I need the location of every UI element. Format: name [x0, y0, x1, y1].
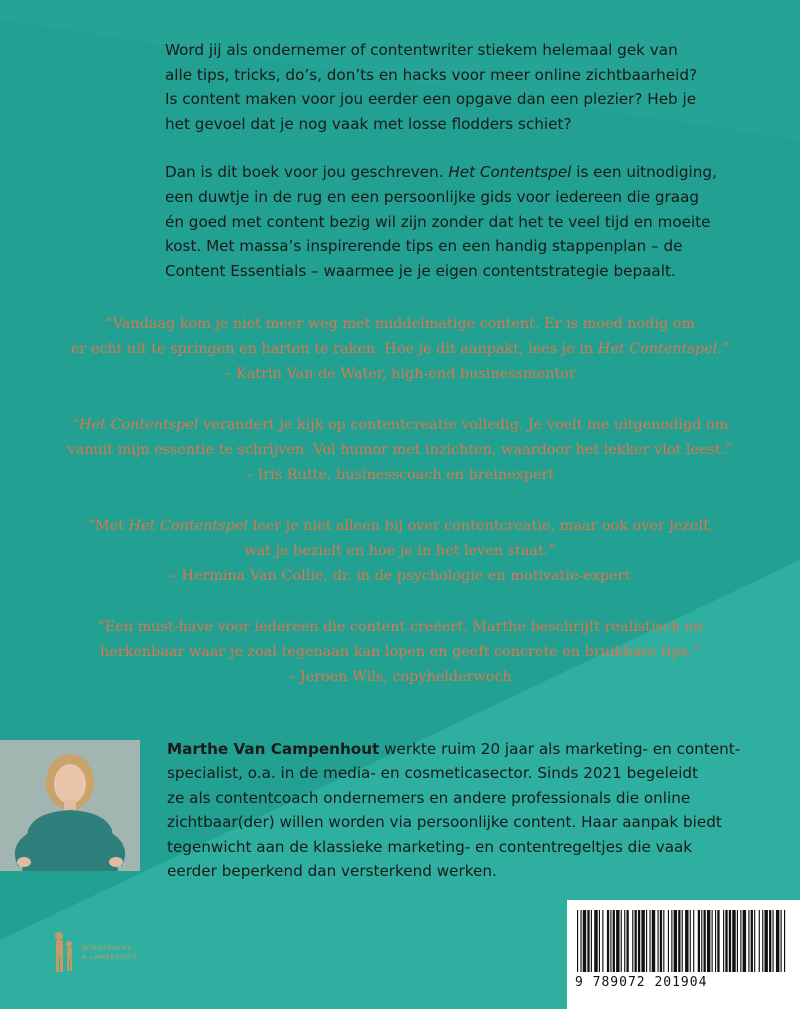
quote-attribution: – Katrin Van de Water, high-end businessmentor — [224, 366, 576, 382]
barcode-bar — [626, 910, 628, 972]
barcode-bar — [577, 910, 578, 972]
endorsements — [40, 312, 760, 690]
author-photo — [0, 740, 140, 871]
barcode-bar — [652, 910, 655, 972]
bio-text-fragment: werkte ruim 20 jaar als marketing- en content- — [379, 740, 741, 758]
intro-line: het gevoel dat je nog vaak met losse flodders schiet? — [165, 114, 572, 133]
barcode-bar — [715, 910, 716, 972]
quote-line: “Vandaag kom je niet meer weg met middelmatige content. Er is moed nodig om — [104, 316, 696, 332]
quote-line: “Met Het Contentspel leer je niet alleen bij over contentcreatie, maar ook over jezelf, — [87, 518, 713, 534]
author-bio — [167, 737, 767, 883]
barcode-bar — [707, 910, 710, 972]
quote-line: er echt uit te springen en harten te raken. Hoe je dit aanpakt, lees je in Het Contentspel.” — [70, 341, 730, 357]
intro-text-fragment: Dan is dit boek voor jou geschreven. — [165, 163, 449, 182]
barcode-bar — [641, 910, 644, 972]
barcode-bar — [685, 910, 688, 972]
barcode-bar — [704, 910, 706, 972]
barcode-bar — [583, 910, 586, 972]
publisher-figure-icon — [50, 930, 76, 976]
barcode-bar — [635, 910, 637, 972]
bio-line: specialist, o.a. in de media- en cosmeticasector. Sinds 2021 begeleidt — [167, 764, 699, 783]
barcode-bar — [649, 910, 650, 972]
quote-line: wat je bezielt en hoe je in het leven staat.” — [244, 543, 556, 559]
intro-paragraph-1 — [165, 38, 765, 136]
barcode-bar — [663, 910, 664, 972]
intro-line: Word jij als ondernemer of contentwriter stiekem helemaal gek van — [165, 41, 678, 59]
barcode-bar — [632, 910, 633, 972]
quote-attribution: – Jeroen Wils, copyhelderwoch — [288, 669, 512, 685]
bio-line: tegenwicht aan de klassieke marketing- en contentregeltjes die vaak — [167, 837, 693, 856]
barcode-bar — [740, 910, 741, 972]
publisher-name: BORGERHOFF & LAMBERIGTS — [82, 944, 137, 961]
intro-line: alle tips, tricks, do’s, don’ts en hacks voor meer online zichtbaarheid? — [165, 65, 698, 84]
barcode-bar — [678, 910, 680, 972]
barcode-bar — [624, 910, 625, 972]
barcode-bar — [698, 910, 700, 972]
quote-line: herkenbaar waar je zoal tegenaan kan lopen en geeft concrete en bruikbare tips.” — [99, 644, 701, 660]
barcode-bar — [594, 910, 597, 972]
quote-attribution: – Iris Rutte, businesscoach en breinexpert — [245, 467, 555, 483]
barcode-bar — [737, 910, 738, 972]
quote-attribution: – Hermina Van Collie, dr. in de psychologie en motivatie-expert — [169, 568, 631, 584]
intro-line: kost. Met massa’s inspirerende tips en een handig stappenplan – de — [165, 237, 683, 256]
barcode-bar — [658, 910, 659, 972]
intro-line: én goed met content bezig wil zijn zonder dat het te veel tijd en moeite — [165, 212, 711, 231]
book-title: Het Contentspel — [597, 341, 718, 357]
barcode-bar — [610, 910, 611, 972]
intro-paragraph-2 — [165, 160, 765, 283]
endorsement-quote — [40, 514, 760, 589]
barcode-bar — [723, 910, 724, 972]
intro-line: een duwtje in de rug en een persoonlijke gids voor iedereen die graag — [165, 187, 700, 206]
intro-line: Content Essentials – waarmee je je eigen contentstrategie bepaalt. — [165, 261, 676, 280]
barcode-bars — [577, 910, 790, 972]
endorsement-quote — [40, 312, 760, 387]
book-title: Het Contentspel — [79, 417, 199, 433]
barcode-bar — [701, 910, 702, 972]
bio-line: eerder beperkend dan versterkend werken. — [167, 862, 497, 881]
barcode-bar — [717, 910, 719, 972]
barcode-bar — [602, 910, 603, 972]
barcode — [567, 900, 800, 1009]
barcode-bar — [759, 910, 760, 972]
barcode-bar — [674, 910, 677, 972]
barcode-bar — [781, 910, 782, 972]
isbn-number: 9 789072 201904 — [575, 975, 708, 990]
barcode-bar — [712, 910, 713, 972]
book-title: Het Contentspel — [128, 518, 249, 534]
barcode-bar — [591, 910, 592, 972]
barcode-bar — [773, 910, 774, 972]
barcode-bar — [646, 910, 647, 972]
barcode-bar — [599, 910, 600, 972]
barcode-bar — [616, 910, 619, 972]
barcode-bar — [751, 910, 753, 972]
barcode-bar — [764, 910, 767, 972]
barcode-bar — [671, 910, 672, 972]
barcode-bar — [690, 910, 691, 972]
intro-line: Is content maken voor jou eerder een opgave dan een plezier? Heb je — [165, 90, 697, 109]
intro-text-fragment: is een uitnodiging, — [571, 163, 717, 182]
endorsement-quote — [40, 413, 760, 488]
intro-text — [165, 38, 765, 283]
barcode-bar — [613, 910, 615, 972]
barcode-bar — [776, 910, 779, 972]
barcode-bar — [693, 910, 694, 972]
barcode-bar — [754, 910, 755, 972]
barcode-bar — [638, 910, 640, 972]
author-name: Marthe Van Campenhout — [167, 740, 380, 758]
bio-line: zichtbaar(der) willen worden via persoonlijke content. Haar aanpak biedt — [167, 813, 722, 832]
barcode-bar — [660, 910, 662, 972]
quote-line: vanuit mijn essentie te schrijven. Vol humor met inzichten, waardoor het lekker vlot leest.” — [67, 442, 733, 458]
endorsement-quote — [40, 615, 760, 690]
barcode-bar — [621, 910, 622, 972]
quote-line: “Het Contentspel verandert je kijk op contentcreatie volledig. Je voelt me uitgenodigd om — [71, 417, 729, 433]
barcode-bar — [580, 910, 581, 972]
barcode-bar — [762, 910, 763, 972]
book-title: Het Contentspel — [448, 163, 572, 182]
barcode-bar — [769, 910, 771, 972]
bio-line: ze als contentcoach ondernemers en andere professionals die online — [167, 788, 691, 807]
barcode-bar — [587, 910, 589, 972]
barcode-bar — [607, 910, 609, 972]
barcode-bar — [668, 910, 669, 972]
publisher-logo — [50, 930, 180, 980]
barcode-bar — [729, 910, 731, 972]
barcode-bar — [748, 910, 749, 972]
barcode-bar — [725, 910, 727, 972]
quote-line: “Een must-have voor iedereen die content creëert. Marthe beschrijft realistisch en — [97, 619, 703, 635]
barcode-bar — [743, 910, 746, 972]
barcode-bar — [732, 910, 735, 972]
barcode-bar — [682, 910, 683, 972]
barcode-bar — [784, 910, 785, 972]
